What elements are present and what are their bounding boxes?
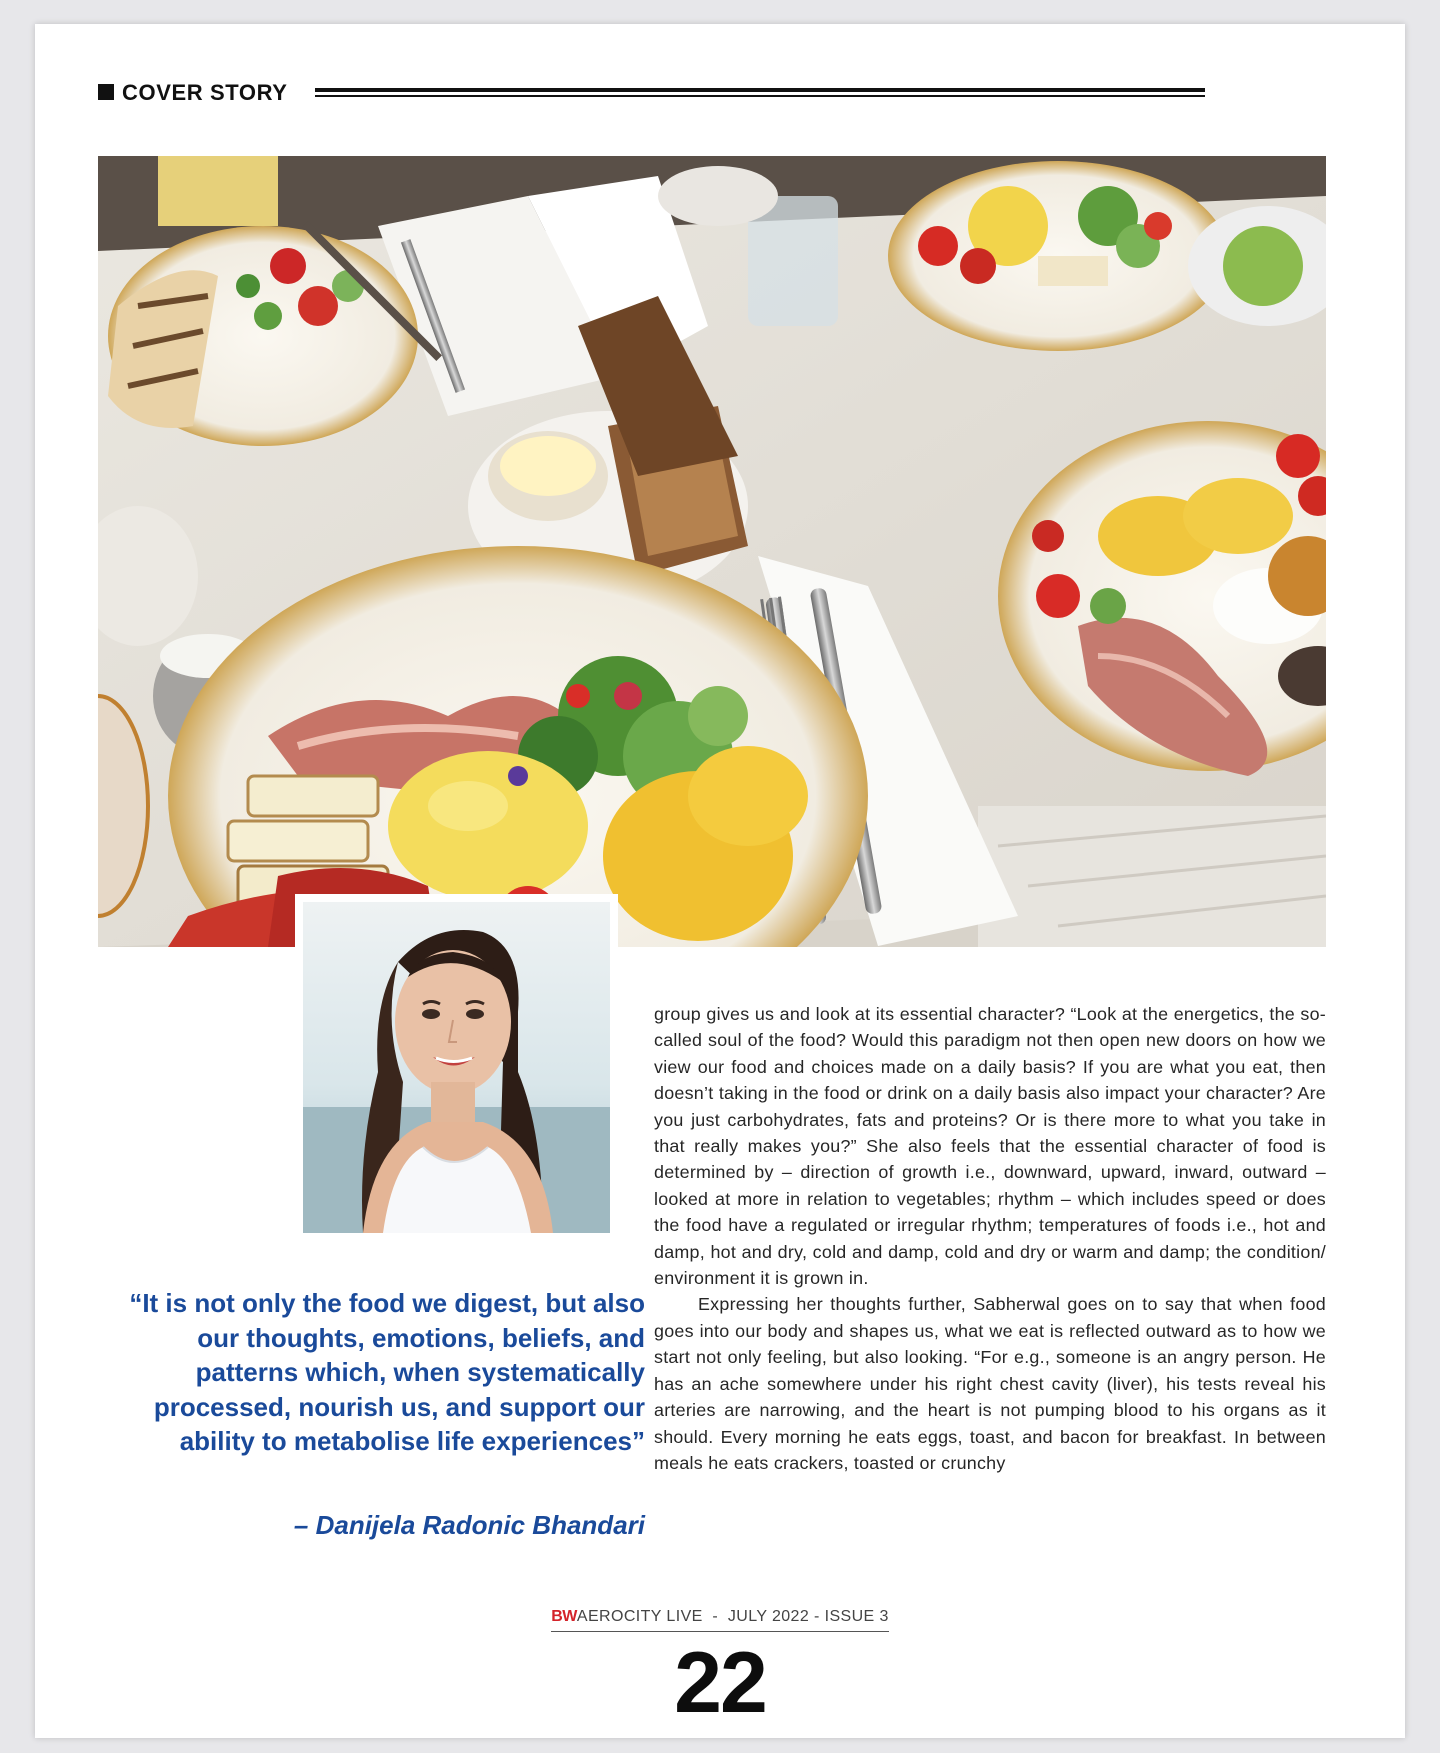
magazine-page	[35, 24, 1405, 1738]
hero-breakfast-photo	[98, 156, 1326, 947]
header-rule	[315, 88, 1205, 98]
article-paragraph: group gives us and look at its essential character? “Look at the energetics, the so-called soul of the food? Would this paradigm not then open new doors on how we view our food and choices made on a daily basis? If you are what you eat, then doesn’t taking in the food or drink on a daily basis also impact your character? Are you just carbohydrates, fats and proteins? Or is there more to what you take in that really makes you?” She also feels that the essential character of food is determined by – direction of growth i.e., downward, upward, inward, outward – looked at more in relation to vegetables; rhythm – which includes speed or does the food have a regulated or irregular rhythm; temperatures of foods i.e., hot and damp, hot and dry, cold and damp, cold and dry or warm and damp; the condition/ environment it is grown in.	[654, 1004, 1326, 1289]
footer-separator: -	[712, 1608, 719, 1625]
section-marker-square	[98, 84, 114, 100]
issue-number: ISSUE 3	[824, 1608, 889, 1625]
portrait-photo-frame	[295, 894, 618, 1241]
article-paragraph: Expressing her thoughts further, Sabherwal goes on to say that when food goes into our body and shapes us, what we eat is reflected outward as to how we start not only feeling, but also looking. “For e.g., someone is an angry person. He has an ache somewhere under his right chest cavity (liver), his tests reveal his arteries are narrowing, and the heart is not pumping blood to his organs as it should. Every morning he eats eggs, toast, and bacon for breakfast. In between meals he eats crackers, toasted or crunchy	[654, 1294, 1326, 1473]
portrait-photo	[303, 902, 610, 1233]
publication-name: AEROCITY LIVE	[576, 1608, 703, 1625]
section-header	[98, 78, 1205, 108]
page-number: 22	[674, 1635, 766, 1731]
issue-date: JULY 2022	[727, 1608, 810, 1625]
pull-quote: “It is not only the food we digest, but also our thoughts, emotions, beliefs, and patterns which, when systematically processed, nourish us, and support our ability to metabolise life experiences”	[129, 1288, 645, 1456]
footer-publication-line	[551, 1608, 889, 1632]
footer-separator: -	[814, 1608, 820, 1625]
brand-logo-bw: BW	[551, 1608, 577, 1625]
section-label: COVER STORY	[122, 80, 288, 105]
article-body	[654, 1001, 1326, 1476]
page-footer	[35, 1608, 1405, 1632]
pull-quote-author: – Danijela Radonic Bhandari	[293, 1510, 645, 1540]
